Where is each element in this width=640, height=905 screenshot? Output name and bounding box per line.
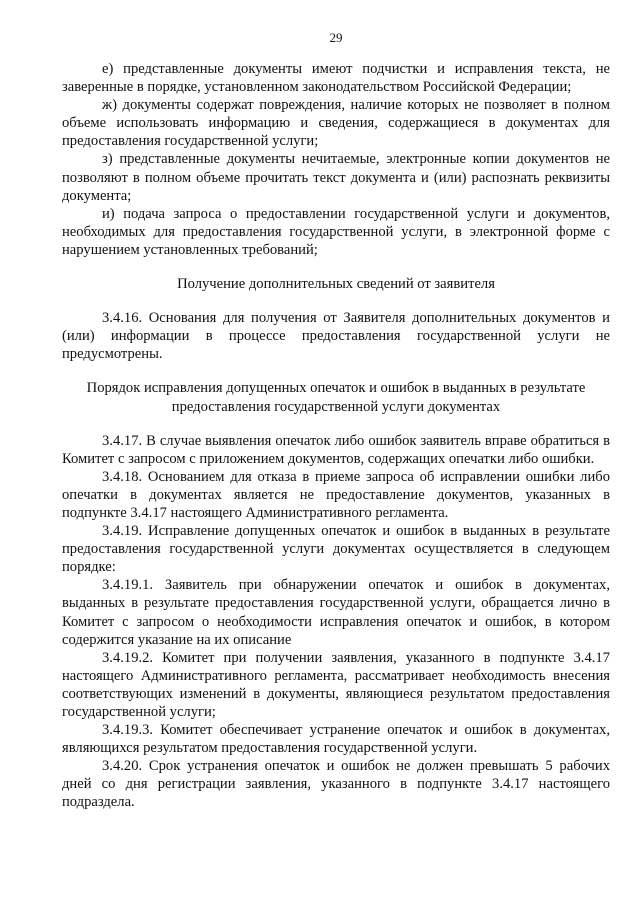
section-heading-corrections: Порядок исправления допущенных опечаток и ошибок в выданных в результате предоставления государственной услуги документах <box>86 380 586 415</box>
paragraph-3-4-17: 3.4.17. В случае выявления опечаток либо ошибок заявитель вправе обратиться в Комитет с запросом с приложением документов, содержащих опечатки либо ошибки. <box>62 432 610 467</box>
document-page <box>62 30 610 812</box>
paragraph-item-zh: ж) документы содержат повреждения, наличие которых не позволяет в полном объеме использовать информацию и сведения, содержащиеся в документах для предоставления государственной услуги; <box>62 97 610 150</box>
paragraph-item-i: и) подача запроса о предоставлении государственной услуги и документов, необходимых для предоставления государственной услуги, в электронной форме с нарушением установленных требований; <box>62 205 610 258</box>
paragraph-3-4-19-3: 3.4.19.3. Комитет обеспечивает устранение опечаток и ошибок в документах, являющихся результатом предоставления государственной услуги. <box>62 722 610 757</box>
paragraph-3-4-19: 3.4.19. Исправление допущенных опечаток и ошибок в выданных в результате предоставления государственной услуги документах осуществляется в следующем порядке: <box>62 523 610 576</box>
paragraph-item-e: е) представленные документы имеют подчистки и исправления текста, не заверенные в порядке, установленном законодательством Российской Федерации; <box>62 61 610 96</box>
paragraph-3-4-19-2: 3.4.19.2. Комитет при получении заявления, указанного в подпункте 3.4.17 настоящего Административного регламента, рассматривает необходимость внесения соответствующих изменений в документы, являющиеся результатом предоставления государственной услуги; <box>62 649 610 720</box>
paragraph-3-4-16: 3.4.16. Основания для получения от Заявителя дополнительных документов и (или) информации в процессе предоставления государственной услуги не предусмотрены. <box>62 310 610 363</box>
paragraph-3-4-20: 3.4.20. Срок устранения опечаток и ошибок не должен превышать 5 рабочих дней со дня регистрации заявления, указанного в подпункте 3.4.17 настоящего подраздела. <box>62 758 610 811</box>
paragraph-3-4-18: 3.4.18. Основанием для отказа в приеме запроса об исправлении ошибки либо опечатки в документах является не предоставление документов, указанных в подпункте 3.4.17 настоящего Административного регламента. <box>62 468 610 521</box>
paragraph-item-z: з) представленные документы нечитаемые, электронные копии документов не позволяют в полном объеме прочитать текст документа и (или) распознать реквизиты документа; <box>62 151 610 204</box>
section-heading-additional-info: Получение дополнительных сведений от заявителя <box>177 276 495 293</box>
page-number: 29 <box>329 30 343 45</box>
paragraph-3-4-19-1: 3.4.19.1. Заявитель при обнаружении опечаток и ошибок в документах, выданных в результате предоставления государственной услуги, обращается лично в Комитет с запросом о необходимости исправления опечаток и ошибок, в котором содержится указание на их описание <box>62 577 610 648</box>
